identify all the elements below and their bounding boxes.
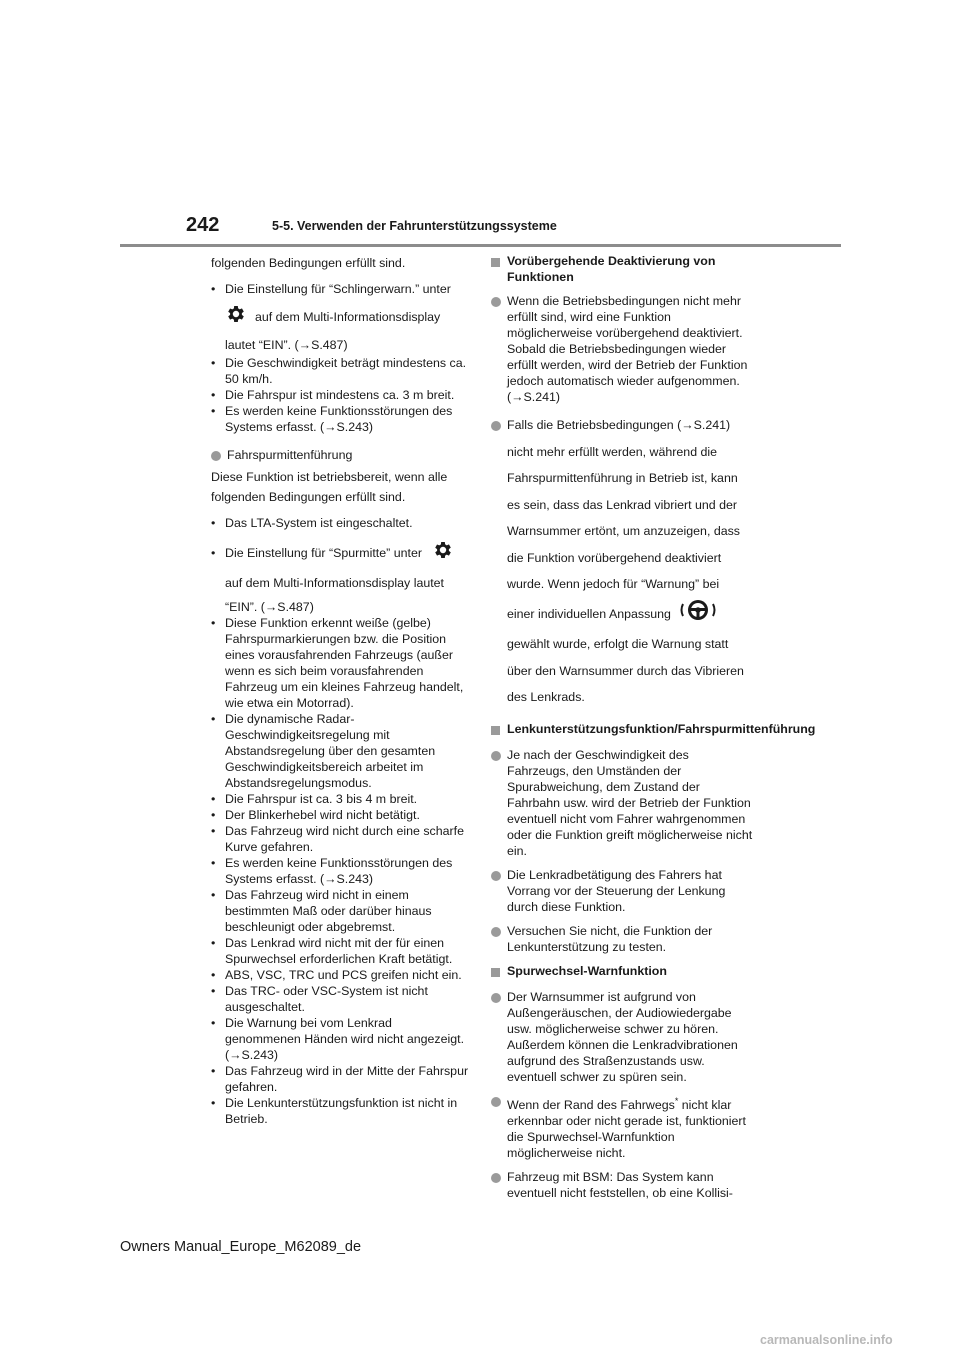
section-heading: Vorübergehende Deaktivierung von Funktionen — [491, 253, 753, 285]
footnote-marker: * — [674, 1095, 679, 1106]
gear-icon — [225, 303, 247, 331]
bullet-dot-icon — [491, 1097, 501, 1107]
bullet-dot-icon — [491, 751, 501, 761]
list-item: • Das Fahrzeug wird nicht in einem bestimmten Maß oder darüber hinaus beschleunigt oder abgebremst. — [211, 888, 432, 934]
list-item: • Die Fahrspur ist mindestens ca. 3 m breit. — [211, 388, 455, 402]
dot-item: Wenn der Rand des Fahrwegs* nicht klar erkennbar oder nicht gerade ist, funktioniert die Spurwechsel-Warnfunktion möglicherweise nicht. — [491, 1093, 753, 1161]
icon-line-text: auf dem Multi-Informationsdisplay — [255, 310, 441, 324]
square-marker-icon — [491, 726, 500, 735]
bullet-dot-icon — [491, 421, 501, 431]
section-heading: Spurwechsel-Warnfunktion — [491, 963, 753, 981]
gear-icon — [432, 539, 454, 567]
list-item: • Die dynamische Radar-Geschwindigkeitsregelung mit Abstandsregelung über den gesamten Geschwindigkeitsbereich arbeitet im Abstandsregelungsmodus. — [211, 712, 436, 790]
list-item: • Diese Funktion erkennt weiße (gelbe) Fahrspurmarkierungen bzw. die Position eines vorausfahrenden Fahrzeugs (außer wenn es sich beim vorausfahrenden Fahrzeug um ein kleines Fahrzeug handelt, wie etwa ein Motorrad). — [211, 616, 464, 710]
bullet-dot-icon — [491, 1173, 501, 1183]
bullet-dot-icon — [491, 297, 501, 307]
dot-item: Fahrspurmittenführung — [211, 445, 469, 467]
bullet-dot-icon — [491, 927, 501, 937]
bullet-dot-icon — [491, 871, 501, 881]
left-paragraph: auf dem Multi-Informationsdisplay lautet — [225, 576, 445, 590]
left-column — [211, 253, 469, 1127]
left-paragraph: lautet “EIN”. (→S.487) — [225, 338, 348, 352]
list-item: • Das Fahrzeug wird in der Mitte der Fahrspur gefahren. — [211, 1064, 469, 1094]
dot-item: Wenn die Betriebsbedingungen nicht mehr erfüllt sind, wird eine Funktion möglicherweise vorübergehend deaktiviert. Sobald die Betriebsbedingungen wieder erfüllt werden, wird der Betrieb der Funktion jedoch automatisch wieder aufgenommen. (→S.241) — [491, 293, 753, 405]
dot-item: Je nach der Geschwindigkeit des Fahrzeugs, den Umständen der Spurabweichung, dem Zustand der Fahrbahn usw. wird der Betrieb der Funktion eventuell nicht vom Fahrer wahrgenommen oder die Funktion greift möglicherweise nicht ein. — [491, 747, 753, 859]
right-column — [491, 253, 816, 1201]
footer-manual-id: Owners Manual_Europe_M62089_de — [120, 1239, 362, 1255]
list-item: • ABS, VSC, TRC und PCS greifen nicht ein. — [211, 968, 462, 982]
list-item: • Die Warnung bei vom Lenkrad genommenen Händen wird nicht angezeigt. (→S.243) — [211, 1016, 465, 1062]
bullet-dot-icon — [211, 451, 221, 461]
left-paragraph: folgenden Bedingungen erfüllt sind. — [211, 490, 406, 504]
page-number: 242 — [186, 214, 220, 236]
left-paragraph: “EIN”. (→S.487) — [225, 600, 314, 614]
list-item: • Es werden keine Funktionsstörungen des Systems erfasst. (→S.243) — [211, 404, 453, 434]
dot-item: Fahrzeug mit BSM: Das System kann eventuell nicht feststellen, ob eine Kollisi- — [491, 1169, 753, 1201]
dot-item: Der Warnsummer ist aufgrund von Außengeräuschen, der Audiowiedergabe usw. möglicherweise schwer zu hören. Außerdem können die Lenkradvibrationen aufgrund des Straßenzustands usw. eventuell schwer zu spüren sein. — [491, 989, 753, 1085]
dot-item: Falls die Betriebsbedingungen (→S.241) nicht mehr erfüllt werden, während die Fahrspurmittenführung in Betrieb ist, kann es sein, dass das Lenkrad vibriert und der Warnsummer ertönt, um anzuzeigen, dass die Funktion vorübergehend deaktiviert wurde. Wenn jedoch für “Warnung” bei einer individuellen Anpassung gewählt wurde, erfolgt die Warnung statt über den Warnsummer durch das Vibrieren des Lenkrads. — [491, 415, 753, 711]
dot-item: Die Lenkradbetätigung des Fahrers hat Vorrang vor der Steuerung der Lenkung durch diese Funktion. — [491, 867, 753, 915]
square-marker-icon — [491, 968, 500, 977]
left-paragraph: folgenden Bedingungen erfüllt sind. — [211, 256, 406, 270]
dot-item: Versuchen Sie nicht, die Funktion der Lenkunterstützung zu testen. — [491, 923, 753, 955]
list-item: • Das Fahrzeug wird nicht durch eine scharfe Kurve gefahren. — [211, 824, 464, 854]
list-item: • Die Geschwindigkeit beträgt mindestens ca. 50 km/h. — [211, 356, 467, 386]
watermark[interactable]: carmanualsonline.info — [760, 1333, 893, 1347]
header-rule — [120, 244, 841, 247]
list-item: • Die Einstellung für “Spurmitte” unter — [211, 539, 469, 567]
bullet-dot-icon — [491, 993, 501, 1003]
section-title: 5-5. Verwenden der Fahrunterstützungssysteme — [272, 219, 557, 233]
list-item: • Es werden keine Funktionsstörungen des Systems erfasst. (→S.243) — [211, 856, 453, 886]
list-item: • Die Fahrspur ist ca. 3 bis 4 m breit. — [211, 792, 418, 806]
square-marker-icon — [491, 258, 500, 267]
list-item: • Das TRC- oder VSC-System ist nicht ausgeschaltet. — [211, 984, 428, 1014]
list-item: • Der Blinkerhebel wird nicht betätigt. — [211, 808, 420, 822]
list-item: • Das Lenkrad wird nicht mit der für einen Spurwechsel erforderlichen Kraft betätigt. — [211, 936, 453, 966]
icon-line — [211, 303, 469, 331]
list-item: • Die Lenkunterstützungsfunktion ist nicht in Betrieb. — [211, 1096, 458, 1126]
steering-wheel-vibration-icon — [678, 598, 718, 632]
section-heading: Lenkunterstützungsfunktion/Fahrspurmittenführung — [491, 721, 753, 739]
left-paragraph: Diese Funktion ist betriebsbereit, wenn alle — [211, 470, 448, 484]
list-item: • Das LTA-System ist eingeschaltet. — [211, 516, 413, 530]
list-item: • Die Einstellung für “Schlingerwarn.” unter — [211, 282, 451, 296]
